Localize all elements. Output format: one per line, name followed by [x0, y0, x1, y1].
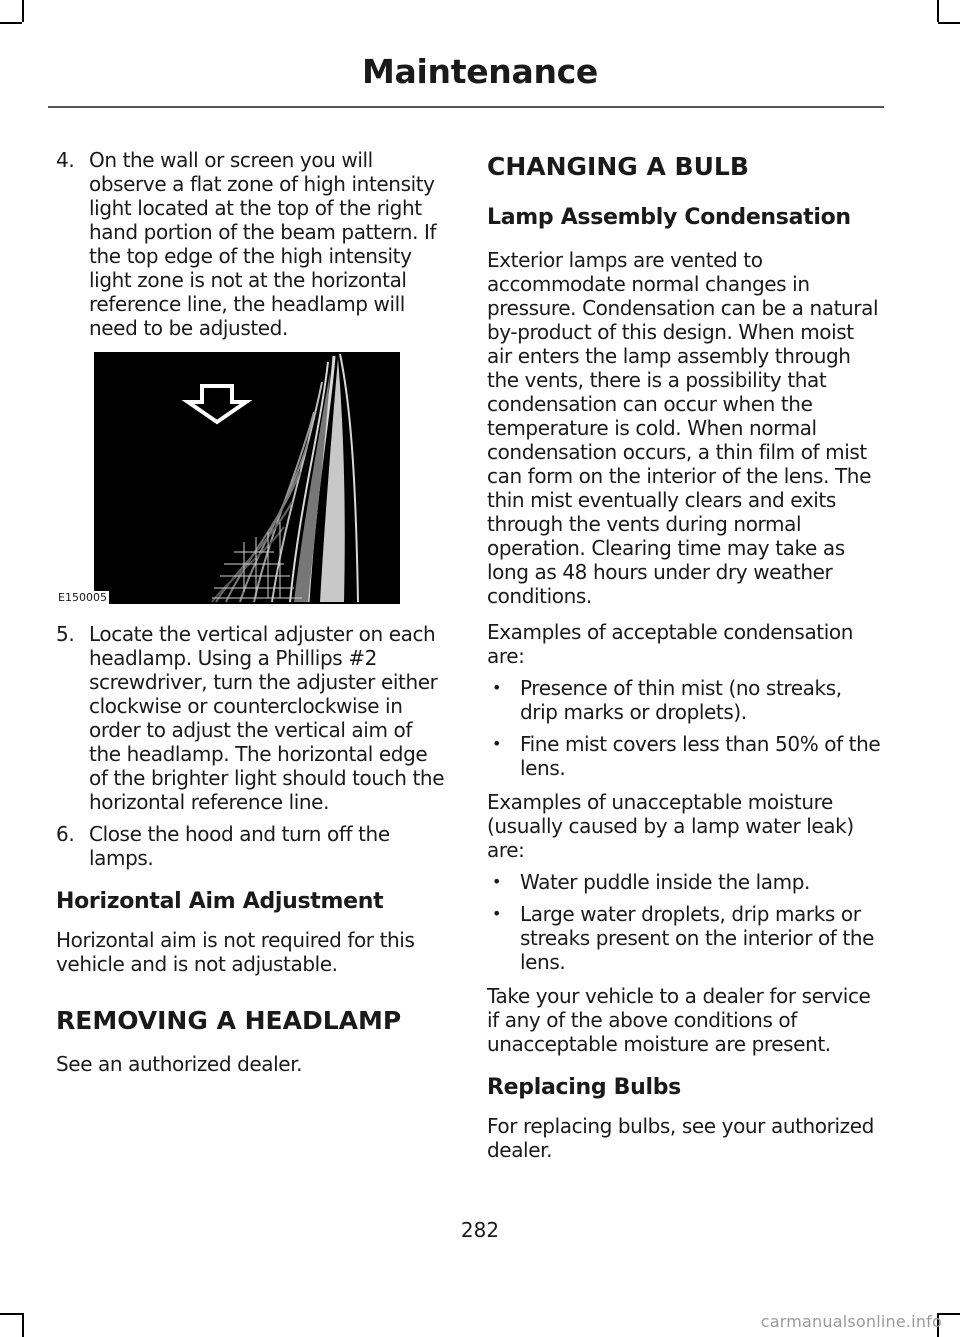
list-item — [487, 732, 882, 780]
step-number: 5. — [56, 622, 75, 646]
crop-mark — [937, 0, 939, 22]
list-item — [487, 870, 882, 894]
beam-pattern-figure — [56, 352, 400, 604]
condensation-heading: Lamp Assembly Condensation — [487, 205, 851, 230]
page-number: 282 — [460, 1218, 500, 1242]
aim-steps-list — [56, 148, 446, 340]
right-column — [487, 148, 882, 1162]
step-5 — [56, 622, 446, 814]
figure-code: E150005 — [58, 591, 107, 604]
unacceptable-intro: Examples of unacceptable moisture (usually caused by a lamp water leak) are: — [487, 790, 854, 862]
crop-mark — [0, 22, 22, 24]
list-item — [487, 902, 882, 974]
list-item — [487, 676, 882, 724]
replacing-bulbs-text: For replacing bulbs, see your authorized dealer. — [487, 1114, 874, 1162]
aim-steps-list-continued — [56, 622, 446, 870]
header-divider — [48, 106, 884, 108]
step-text: Close the hood and turn off the lamps. — [89, 822, 390, 870]
list-item-text: Water puddle inside the lamp. — [520, 870, 810, 894]
condensation-text: Exterior lamps are vented to accommodate normal changes in pressure. Condensation can be a natural by-product of this design. When moist air enters the lamp assembly through the vents, there is a possibility that condensation can occur when the temperature is cold. When normal condensation occurs, a thin film of mist can form on the interior of the lens. The thin mist eventually clears and exits through the vents during normal operation. Clearing time may take as long as 48 hours under dry weather conditions. — [487, 248, 879, 608]
watermark: carmanualsonline.info — [760, 1312, 942, 1331]
removing-headlamp-heading: REMOVING A HEADLAMP — [56, 1006, 402, 1035]
step-number: 6. — [56, 822, 75, 846]
step-text: On the wall or screen you will observe a flat zone of high intensity light located at the top of the right hand portion of the beam pattern. If the top edge of the high intensity light zone is not at the horizontal reference line, the headlamp will need to be adjusted. — [89, 148, 437, 340]
acceptable-list — [487, 676, 882, 780]
step-4 — [56, 148, 446, 340]
step-6 — [56, 822, 446, 870]
acceptable-intro: Examples of acceptable condensation are: — [487, 620, 854, 668]
bullet: • — [492, 678, 502, 697]
list-item-text: Large water droplets, drip marks or streaks present on the interior of the lens. — [520, 902, 875, 974]
step-text: Locate the vertical adjuster on each headlamp. Using a Phillips #2 screwdriver, turn the adjuster either clockwise or counterclockwise in order to adjust the vertical aim of the headlamp. The horizontal edge of the brighter light should touch the horizontal reference line. — [89, 622, 445, 814]
bullet: • — [492, 872, 502, 891]
crop-mark — [22, 0, 24, 22]
bullet: • — [492, 904, 502, 923]
horizontal-aim-heading: Horizontal Aim Adjustment — [56, 889, 384, 914]
replacing-bulbs-heading: Replacing Bulbs — [487, 1075, 681, 1100]
bullet: • — [492, 734, 502, 753]
crop-mark — [938, 22, 960, 24]
page-title: Maintenance — [362, 52, 598, 91]
list-item-text: Presence of thin mist (no streaks, drip marks or droplets). — [520, 676, 842, 724]
list-item-text: Fine mist covers less than 50% of the lens. — [520, 732, 881, 780]
unacceptable-list — [487, 870, 882, 974]
horizontal-aim-text: Horizontal aim is not required for this vehicle and is not adjustable. — [56, 928, 415, 976]
left-column — [56, 148, 446, 1076]
removing-headlamp-text: See an authorized dealer. — [56, 1052, 303, 1076]
step-number: 4. — [56, 148, 75, 172]
beam-pattern-image — [94, 352, 400, 604]
crop-mark — [22, 1313, 24, 1337]
crop-mark — [0, 1313, 22, 1315]
beam-pattern-illustration — [94, 352, 400, 604]
dealer-service-text: Take your vehicle to a dealer for service if any of the above conditions of unacceptable moisture are present. — [487, 984, 871, 1056]
changing-bulb-heading: CHANGING A BULB — [487, 152, 749, 181]
